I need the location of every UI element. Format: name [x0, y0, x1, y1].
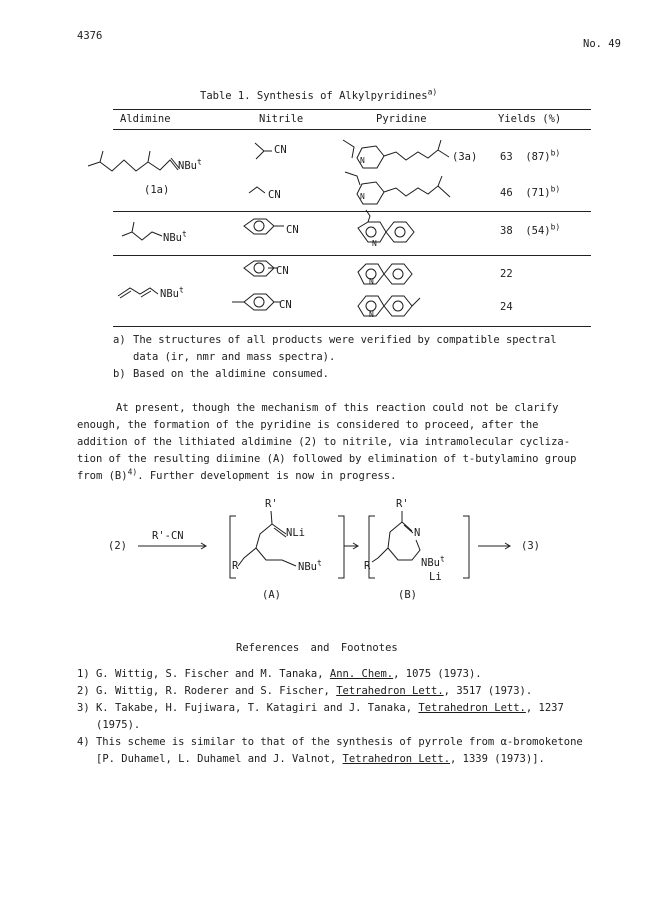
- scheme-bracket-a: [230, 516, 344, 578]
- nitrile-4-label: CN: [276, 265, 289, 277]
- pyridine-n-row4: N: [369, 277, 374, 286]
- reference-1: 1) G. Wittig, S. Fischer and M. Tanaka, Ann. Chem., 1075 (1973).: [77, 668, 482, 680]
- paragraph-line: enough, the formation of the pyridine is considered to proceed, after the: [77, 419, 539, 431]
- aldimine-row4-structure: [118, 288, 158, 298]
- yield-row-1: 63 $(87)^{b)}$: [500, 148, 561, 163]
- pyridine-row5-structure: [358, 296, 420, 316]
- paragraph-line: from $(B)^{4)}$. Further development is now in progress.: [77, 467, 397, 482]
- pyridine-3a-structure: [343, 140, 449, 168]
- benzonitrile-row4-structure: [244, 261, 278, 276]
- paragraph-line: At present, though the mechanism of this reaction could not be clarify: [116, 402, 559, 414]
- nitrile-1-label: CN: [274, 144, 287, 156]
- footnote-a-line-2: data (ir, nmr and mass spectra).: [133, 351, 336, 363]
- aldimine-row3-label: NBu$^t$: [163, 229, 187, 244]
- footnote-a-mark: a): [113, 334, 126, 346]
- reference-4-marker: 4): [127, 467, 138, 477]
- nitrile-ethyl-structure: [249, 187, 265, 193]
- scheme-b-n: N: [414, 527, 421, 539]
- pyridine-row4-structure: [358, 264, 412, 284]
- scheme-product-label: (3): [521, 540, 540, 552]
- scheme-b-nbu: NBu$^t$: [421, 554, 445, 569]
- aldimine-row3-structure: [122, 222, 162, 240]
- footnote-b-mark: b): [113, 368, 126, 380]
- yield-row-2: 46 $(71)^{b)}$: [500, 184, 561, 199]
- pyridine-n-row1: N: [360, 156, 365, 165]
- scheme-b-li: Li: [429, 571, 442, 583]
- reference-3: 3) K. Takabe, H. Fujiwara, T. Katagiri and J. Tanaka, Tetrahedron Lett., 1237: [77, 702, 564, 714]
- page-number: 4376: [77, 30, 103, 42]
- aldimine-1a-label: NBu$^t$: [178, 157, 202, 172]
- scheme-a-nbu: NBu$^t$: [298, 558, 322, 573]
- scheme-a-nli: NLi: [286, 527, 305, 539]
- nitrile-5-label: CN: [279, 299, 292, 311]
- pyridine-n-row5: N: [369, 310, 374, 319]
- references-heading: References and Footnotes: [236, 642, 398, 654]
- reference-4-cont: [P. Duhamel, L. Duhamel and J. Valnot, Tetrahedron Lett., 1339 (1973)].: [96, 753, 545, 765]
- footnote-b-line-1: Based on the aldimine consumed.: [133, 368, 329, 380]
- aldimine-row4-label: NBu$^t$: [160, 285, 184, 300]
- scheme-b-rprime: R': [396, 498, 409, 510]
- body-paragraph: [77, 400, 637, 485]
- yield-row-5: 24: [500, 301, 513, 313]
- footnote-a-line-1: The structures of all products were verified by compatible spectral: [133, 334, 557, 346]
- nitrile-3-label: CN: [286, 224, 299, 236]
- nitrile-2-label: CN: [268, 189, 281, 201]
- scheme-b-r: R: [364, 560, 371, 572]
- reference-2: 2) G. Wittig, R. Roderer and S. Fischer, Tetrahedron Lett., 3517 (1973).: [77, 685, 533, 697]
- intermediate-b-structure: [372, 511, 420, 562]
- col-header-pyridine: Pyridine: [376, 113, 427, 125]
- scheme-arrow-2: [344, 543, 358, 549]
- col-header-yields: Yields (%): [498, 113, 562, 125]
- table-caption-text: Table 1. Synthesis of Alkylpyridines: [200, 90, 428, 102]
- compound-1a-label: (1a): [144, 184, 170, 196]
- scheme-arrow-3: [478, 543, 510, 549]
- scheme-a-rprime: R': [265, 498, 278, 510]
- scheme-start-label: (2): [108, 540, 127, 552]
- scheme-label-a: (A): [262, 589, 281, 601]
- reference-3-cont: (1975).: [96, 719, 141, 731]
- reference-4: 4) This scheme is similar to that of the synthesis of pyrrole from α-bromoketone: [77, 736, 583, 748]
- col-header-aldimine: Aldimine: [120, 113, 171, 125]
- nitrile-isopropyl-structure: [255, 143, 272, 159]
- aldimine-1a-structure: [88, 151, 179, 171]
- col-header-nitrile: Nitrile: [259, 113, 304, 125]
- yield-row-4: 22: [500, 268, 513, 280]
- tolunitrile-row5-structure: [232, 294, 280, 310]
- yield-row-3: 38 $(54)^{b)}$: [500, 222, 561, 237]
- pyridine-n-row3: N: [372, 239, 377, 248]
- benzonitrile-row3-structure: [244, 219, 284, 234]
- pyridine-n-row2: N: [360, 192, 365, 201]
- scheme-arrow-1: [138, 543, 206, 549]
- scheme-a-r: R: [232, 560, 239, 572]
- table-caption-note: a): [427, 87, 438, 97]
- paragraph-line: tion of the resulting diimine (A) followed by elimination of t-butylamino group: [77, 453, 577, 465]
- issue-number: No. 49: [583, 38, 621, 50]
- scheme-reagent-label: R'-CN: [152, 530, 184, 542]
- product-3a-label: (3a): [452, 151, 478, 163]
- pyridine-row3-structure: [358, 210, 414, 242]
- scheme-label-b: (B): [398, 589, 417, 601]
- paragraph-line: addition of the lithiated aldimine (2) to nitrile, via intramolecular cycliza-: [77, 436, 571, 448]
